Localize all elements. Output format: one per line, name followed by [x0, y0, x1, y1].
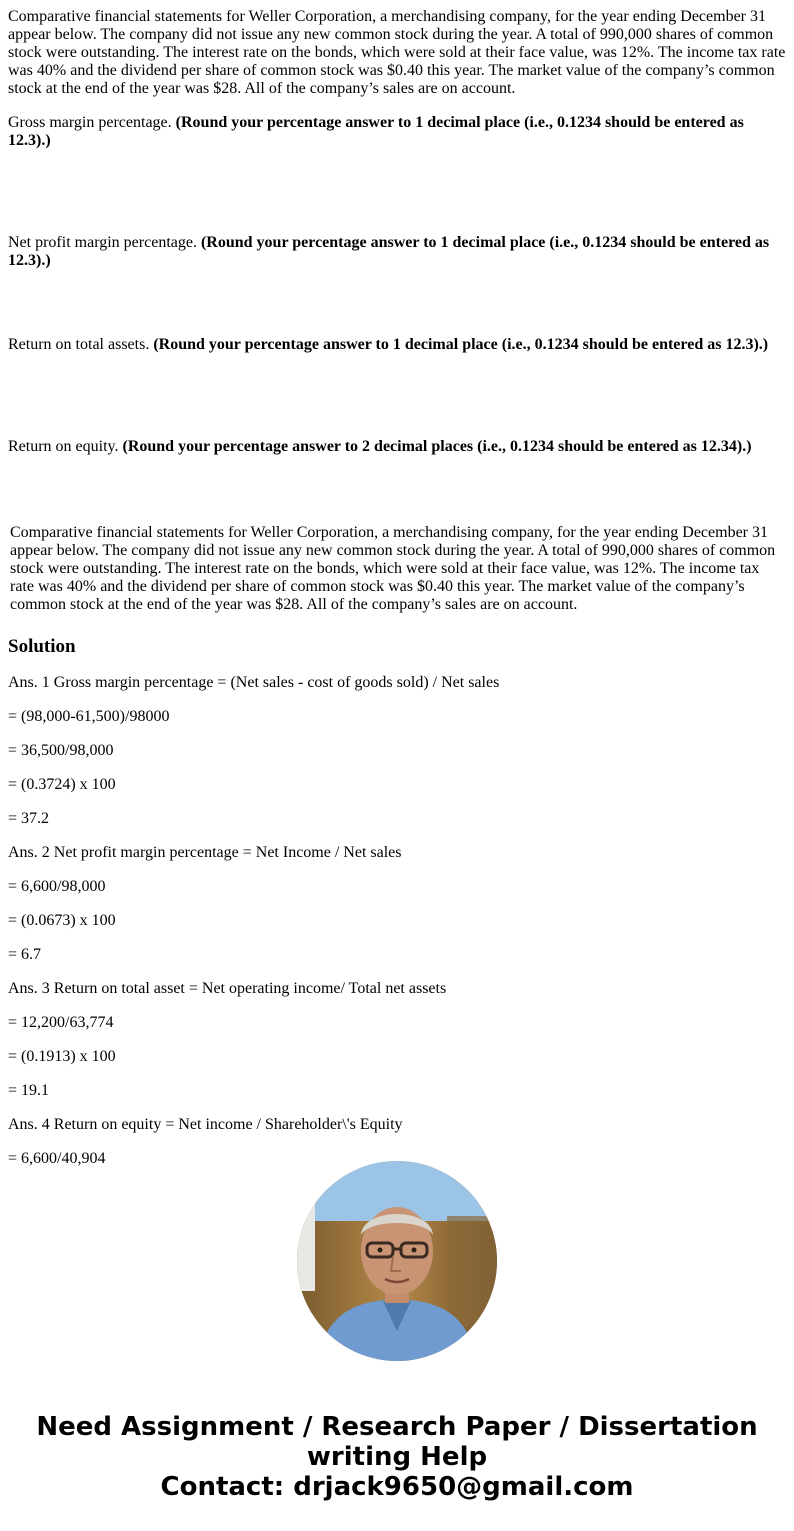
question-hint: (Round your percentage answer to 1 decimal place (i.e., 0.1234 should be entered as 12.3).) [8, 114, 744, 149]
solution-line: Ans. 1 Gross margin percentage = (Net sales - cost of goods sold) / Net sales [8, 674, 500, 691]
solution-line: = (0.1913) x 100 [8, 1048, 116, 1065]
solution-line: = 6,600/98,000 [8, 878, 106, 895]
banner-contact: Contact: drjack9650@gmail.com [160, 1472, 634, 1502]
solution-line: Ans. 4 Return on equity = Net income / Shareholder\'s Equity [8, 1116, 403, 1133]
solution-line: Ans. 2 Net profit margin percentage = Net Income / Net sales [8, 844, 402, 861]
solution-line: = 37.2 [8, 810, 50, 827]
solution-line: = 36,500/98,000 [8, 742, 114, 759]
question-item-net-profit-margin [8, 234, 786, 320]
author-portrait-icon [297, 1161, 497, 1361]
question-hint: (Round your percentage answer to 1 decimal place (i.e., 0.1234 should be entered as 12.3).) [153, 336, 769, 353]
solution-line: Ans. 3 Return on total asset = Net operating income/ Total net assets [8, 980, 447, 997]
question-quote: Comparative financial statements for Weller Corporation, a merchandising company, for the year ending December 31 appear below. The company did not issue any new common stock during the year. A total of 990,000 shares of common stock were outstanding. The interest rate on the bonds, which were sold at their face value, was 12%. The income tax rate was 40% and the dividend per share of common stock was $0.40 this year. The market value of the company’s common stock at the end of the year was $28. All of the company’s sales are on account. [10, 524, 776, 613]
question-intro: Comparative financial statements for Weller Corporation, a merchandising company, for the year ending December 31 appear below. The company did not issue any new common stock during the year. A total of 990,000 shares of common stock were outstanding. The interest rate on the bonds, which were sold at their face value, was 12%. The income tax rate was 40% and the dividend per share of common stock was $0.40 this year. The market value of the company’s common stock at the end of the year was $28. All of the company’s sales are on account. [8, 8, 786, 97]
solution-line: = 19.1 [8, 1082, 50, 1099]
solution-line: = (0.3724) x 100 [8, 776, 116, 793]
question-hint: (Round your percentage answer to 1 decimal place (i.e., 0.1234 should be entered as 12.3).) [8, 234, 770, 269]
question-item-return-on-assets [8, 336, 786, 422]
promo-banner [0, 1412, 794, 1502]
banner-line: Need Assignment / Research Paper / Dissertation [36, 1412, 758, 1442]
solution-line: = 6,600/40,904 [8, 1150, 106, 1167]
question-label: Return on total assets. [8, 336, 150, 353]
author-avatar [297, 1161, 497, 1361]
solution-lines [8, 674, 786, 1168]
solution-line: = (98,000-61,500)/98000 [8, 708, 170, 725]
solution-heading: Solution [8, 636, 76, 657]
question-label: Return on equity. [8, 438, 119, 455]
question-item-return-on-equity [8, 438, 786, 524]
solution-line: = 12,200/63,774 [8, 1014, 114, 1031]
document [0, 8, 794, 1168]
question-hint: (Round your percentage answer to 2 decimal places (i.e., 0.1234 should be entered as 12.34).) [122, 438, 752, 455]
question-label: Gross margin percentage. [8, 114, 172, 131]
question-label: Net profit margin percentage. [8, 234, 197, 251]
question-item-gross-margin [8, 114, 786, 218]
banner-line: writing Help [306, 1442, 488, 1472]
solution-line: = 6.7 [8, 946, 42, 963]
solution-line: = (0.0673) x 100 [8, 912, 116, 929]
